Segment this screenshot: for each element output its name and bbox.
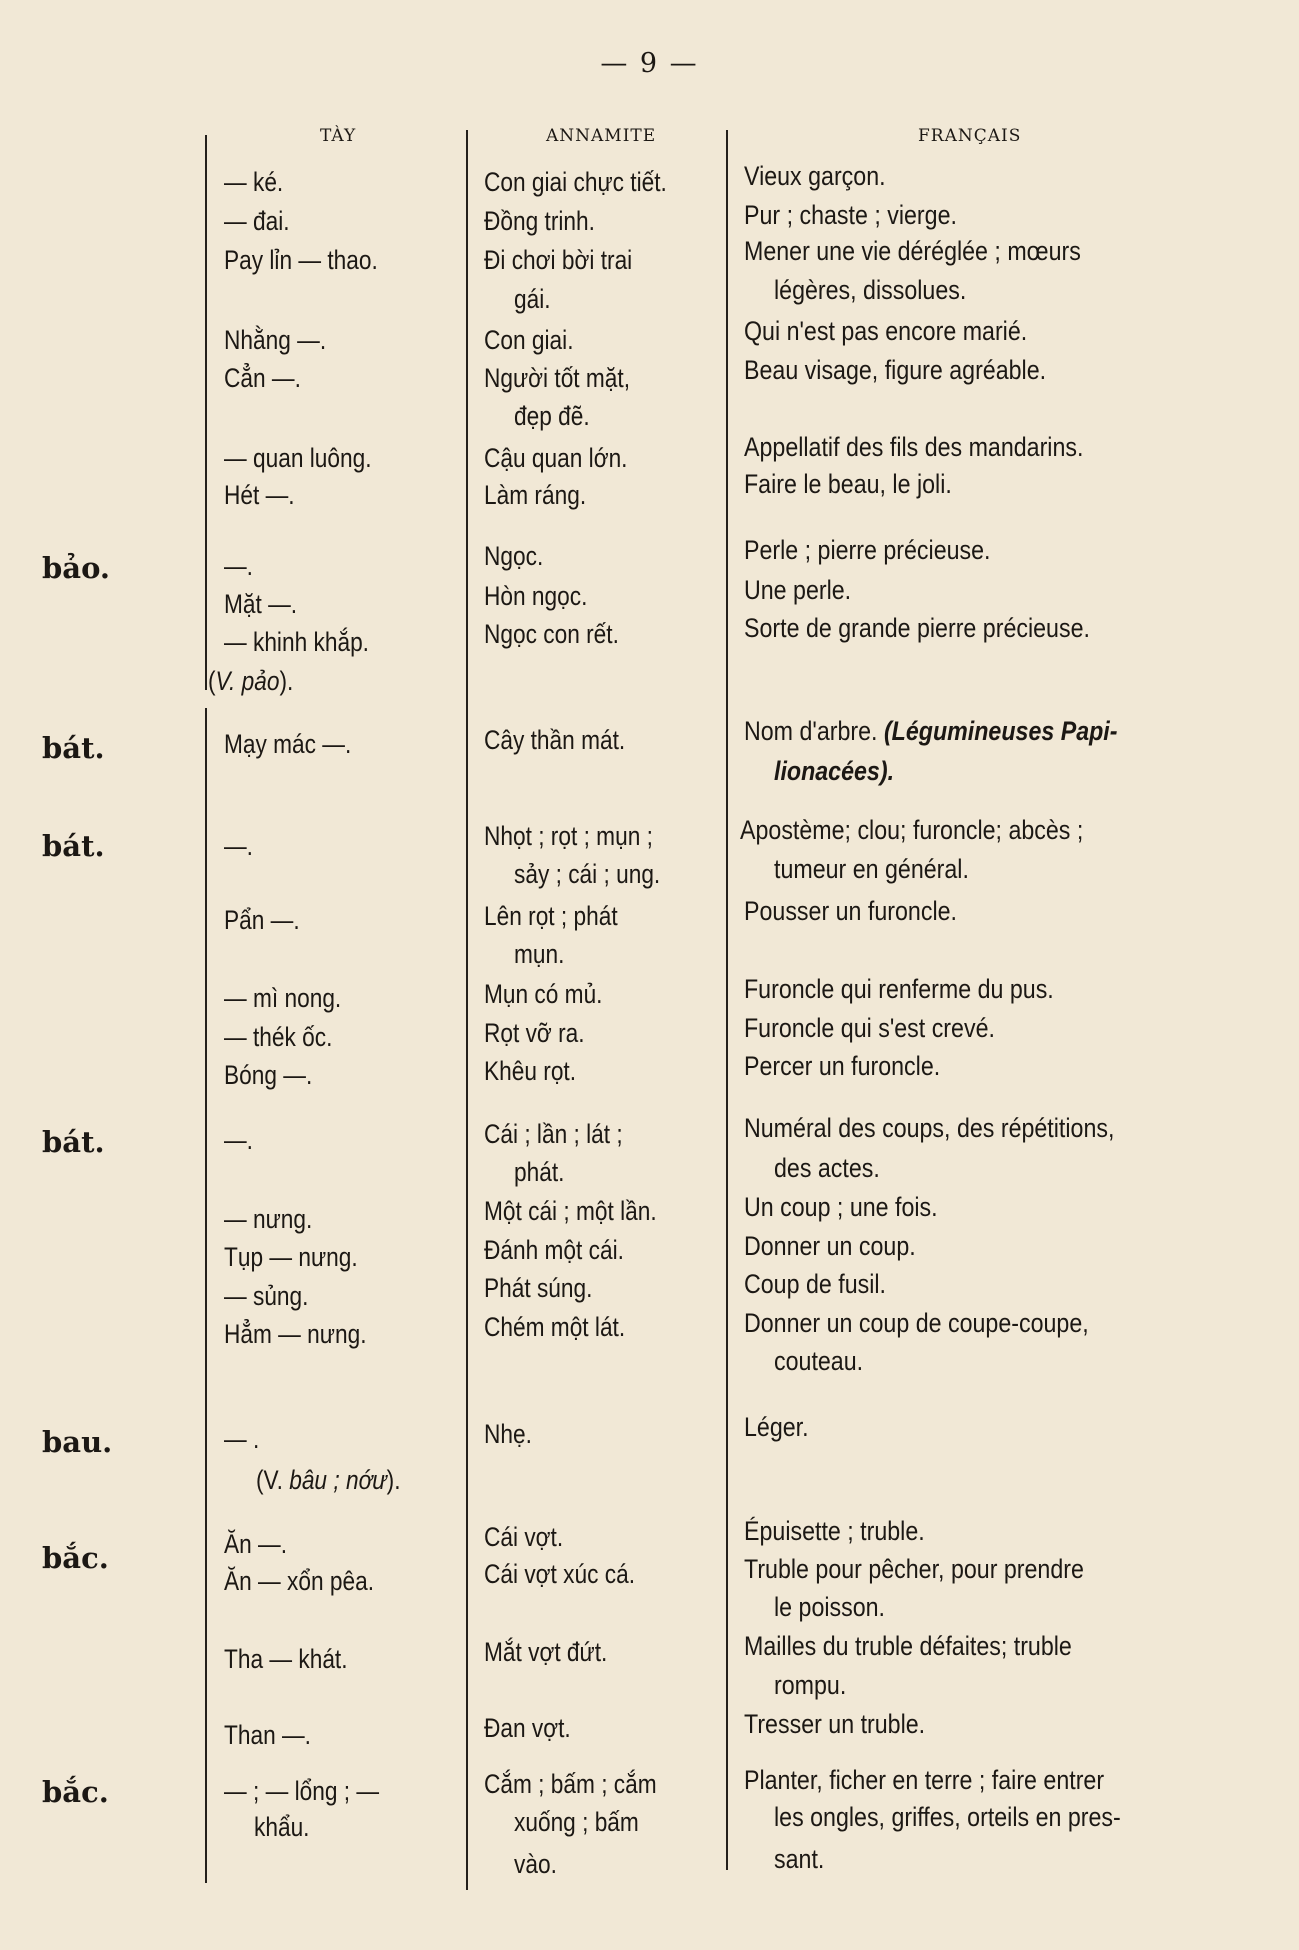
column-header-francais: FRANÇAIS (918, 126, 1022, 146)
headword: bát. (42, 829, 105, 863)
annamite-entry: Ngọc con rết. (484, 619, 619, 649)
tay-entry: Tha — khát. (224, 1644, 348, 1674)
headword: bắc. (42, 1775, 109, 1809)
tay-cross-reference: (V. bâu ; nớư). (256, 1465, 401, 1495)
column-header-annamite: ANNAMITE (546, 126, 657, 146)
annamite-entry: sảy ; cái ; ung. (514, 859, 661, 889)
annamite-entry: Đi chơi bời trai (484, 245, 633, 275)
tay-entry: Hẳm — nưng. (224, 1319, 367, 1349)
francais-entry: les ongles, griffes, orteils en pres- (774, 1802, 1121, 1832)
tay-entry: Mặt —. (224, 589, 298, 619)
francais-entry: Appellatif des fils des mandarins. (744, 432, 1084, 462)
tay-entry: Tụp — nưng. (224, 1242, 358, 1272)
tay-entry: — sủng. (224, 1281, 309, 1311)
annamite-entry: vào. (514, 1849, 557, 1879)
annamite-entry: Nhẹ. (484, 1419, 532, 1449)
annamite-entry: Hòn ngọc. (484, 581, 588, 611)
francais-entry: Léger. (744, 1412, 809, 1442)
annamite-entry: Phát súng. (484, 1273, 593, 1303)
column-rule (205, 823, 207, 1883)
annamite-entry: Người tốt mặt, (484, 363, 631, 393)
tay-entry: — ; — lổng ; — (224, 1776, 380, 1806)
francais-entry: Numéral des coups, des répétitions, (744, 1113, 1115, 1143)
tay-entry: Hét —. (224, 480, 295, 510)
annamite-entry: phát. (514, 1157, 565, 1187)
francais-entry: sant. (774, 1844, 825, 1874)
francais-taxon: lionacées). (774, 756, 895, 786)
tay-entry: —. (224, 1125, 253, 1155)
annamite-entry: Cậu quan lớn. (484, 443, 628, 473)
tay-entry: — đai. (224, 206, 290, 236)
headword: bắc. (42, 1541, 109, 1575)
francais-entry: Épuisette ; truble. (744, 1516, 925, 1546)
francais-entry: Perle ; pierre précieuse. (744, 535, 991, 565)
tay-cross-reference: (V. pảo). (208, 666, 294, 696)
tay-entry: — quan luông. (224, 443, 372, 473)
annamite-entry: Lên rọt ; phát (484, 901, 618, 931)
francais-entry: Pur ; chaste ; vierge. (744, 200, 957, 230)
column-header-tay: TÀY (320, 126, 357, 146)
francais-entry: Une perle. (744, 575, 852, 605)
francais-entry: couteau. (774, 1346, 864, 1376)
annamite-entry: mụn. (514, 939, 565, 969)
tay-entry: Mạy mác —. (224, 729, 352, 759)
tay-entry: khẩu. (254, 1812, 310, 1842)
francais-entry: Vieux garçon. (744, 161, 886, 191)
annamite-entry: Cái vợt. (484, 1522, 564, 1552)
annamite-entry: gái. (514, 284, 551, 314)
tay-entry: Pẩn —. (224, 905, 300, 935)
francais-entry: Faire le beau, le joli. (744, 469, 952, 499)
tay-entry: — mì nong. (224, 983, 342, 1013)
annamite-entry: Nhọt ; rọt ; mụn ; (484, 821, 653, 851)
annamite-entry: Chém một lát. (484, 1312, 626, 1342)
francais-text: Nom d'arbre. (744, 716, 878, 746)
francais-taxon: (Légumineuses Papi- (883, 716, 1118, 746)
francais-entry: Donner un coup de coupe-coupe, (744, 1308, 1089, 1338)
annamite-entry: Rọt vỡ ra. (484, 1018, 585, 1048)
francais-entry: Mener une vie déréglée ; mœurs (744, 236, 1081, 266)
tay-reference-text: V. pảo (215, 666, 280, 696)
francais-entry: Sorte de grande pierre précieuse. (744, 613, 1090, 643)
column-rule (466, 130, 468, 1890)
francais-entry: Percer un furoncle. (744, 1051, 941, 1081)
francais-entry (774, 755, 894, 787)
annamite-entry: Cái ; lần ; lát ; (484, 1119, 623, 1149)
tay-entry: Than —. (224, 1720, 311, 1750)
column-rule (726, 130, 728, 1870)
annamite-entry: Con giai. (484, 325, 574, 355)
annamite-entry: Đan vợt. (484, 1713, 571, 1743)
francais-entry: Pousser un furoncle. (744, 896, 957, 926)
francais-entry: rompu. (774, 1670, 847, 1700)
francais-entry: tumeur en général. (774, 854, 969, 884)
column-rule (205, 135, 207, 690)
francais-entry: le poisson. (774, 1592, 886, 1622)
tay-entry: Ăn — xổn pêa. (224, 1566, 375, 1596)
annamite-entry: đẹp đẽ. (514, 401, 590, 431)
francais-entry: Coup de fusil. (744, 1269, 886, 1299)
tay-entry: —. (224, 551, 253, 581)
tay-entry: Nhằng —. (224, 325, 327, 355)
annamite-entry: Cái vợt xúc cá. (484, 1559, 636, 1589)
headword: bát. (42, 731, 105, 765)
column-rule (205, 708, 207, 828)
tay-entry: — nưng. (224, 1204, 313, 1234)
tay-entry: Ăn —. (224, 1529, 288, 1559)
annamite-entry: Cắm ; bấm ; cắm (484, 1769, 657, 1799)
tay-entry: — ké. (224, 167, 284, 197)
francais-entry: Beau visage, figure agréable. (744, 355, 1047, 385)
francais-entry: Un coup ; une fois. (744, 1192, 938, 1222)
francais-entry: Mailles du truble défaites; truble (744, 1631, 1072, 1661)
francais-entry: légères, dissolues. (774, 275, 967, 305)
francais-entry (744, 715, 1117, 747)
annamite-entry: Cây thần mát. (484, 725, 626, 755)
tay-reference-text: bâu ; nớư (289, 1465, 387, 1495)
tay-entry: — thék ốc. (224, 1022, 333, 1052)
tay-entry: Cẳn —. (224, 363, 301, 393)
francais-entry: Furoncle qui renferme du pus. (744, 974, 1054, 1004)
annamite-entry: Đồng trinh. (484, 206, 595, 236)
francais-entry: Apostème; clou; furoncle; abcès ; (740, 815, 1084, 845)
annamite-entry: Đánh một cái. (484, 1235, 624, 1265)
annamite-entry: Con giai chực tiết. (484, 167, 667, 197)
francais-entry: Furoncle qui s'est crevé. (744, 1013, 995, 1043)
annamite-entry: Khêu rọt. (484, 1056, 577, 1086)
annamite-entry: Một cái ; một lần. (484, 1196, 657, 1226)
tay-entry: Pay lỉn — thao. (224, 245, 378, 275)
annamite-entry: Ngọc. (484, 541, 544, 571)
tay-entry: —. (224, 831, 253, 861)
annamite-entry: Mụn có mủ. (484, 979, 603, 1009)
headword: bau. (42, 1425, 113, 1459)
francais-entry: Qui n'est pas encore marié. (744, 316, 1028, 346)
tay-entry: — . (224, 1424, 260, 1454)
annamite-entry: Làm ráng. (484, 480, 587, 510)
francais-entry: Truble pour pêcher, pour prendre (744, 1554, 1084, 1584)
page-number: — 9 — (600, 48, 699, 79)
francais-entry: Donner un coup. (744, 1231, 916, 1261)
francais-entry: des actes. (774, 1153, 880, 1183)
tay-entry: — khinh khắp. (224, 627, 369, 657)
tay-entry: Bóng —. (224, 1060, 313, 1090)
francais-entry: Tresser un truble. (744, 1709, 926, 1739)
francais-entry: Planter, ficher en terre ; faire entrer (744, 1765, 1105, 1795)
headword: bát. (42, 1125, 105, 1159)
headword: bảo. (42, 551, 110, 585)
annamite-entry: Mắt vợt đứt. (484, 1637, 608, 1667)
annamite-entry: xuống ; bấm (514, 1807, 639, 1837)
